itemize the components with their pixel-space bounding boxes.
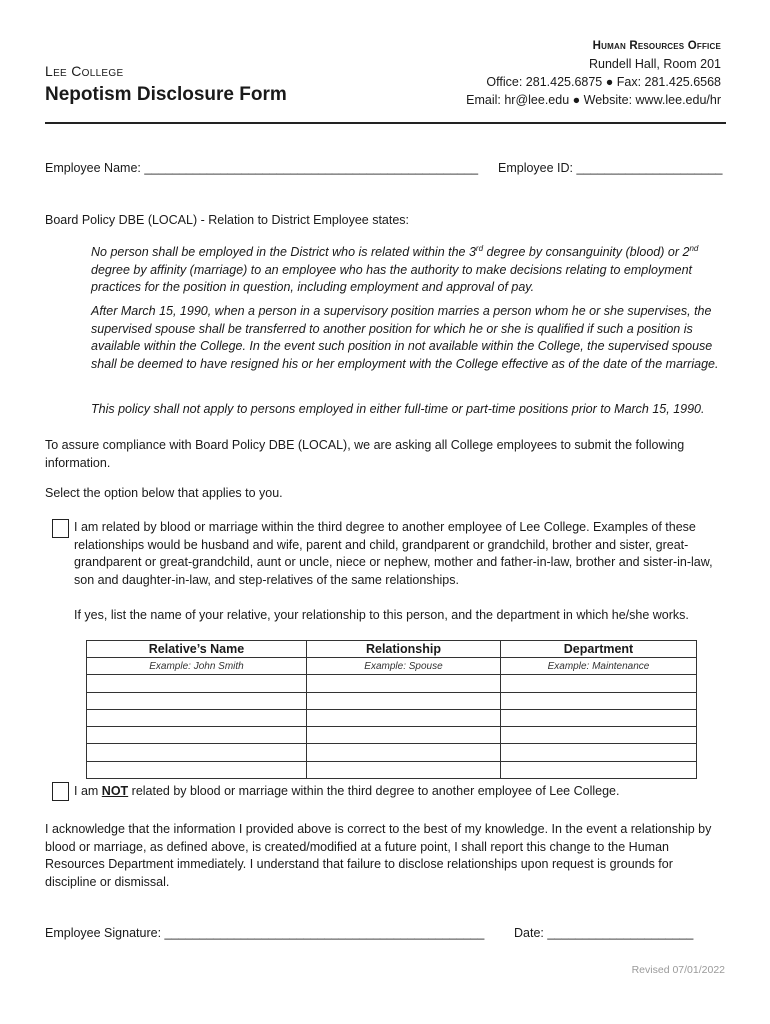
table-cell[interactable] [307,744,501,761]
table-cell[interactable] [307,727,501,744]
table-row[interactable] [87,744,697,761]
policy-p1-sup-rd: rd [475,244,484,253]
not-related-post: related by blood or marriage within the third degree to another employee of Lee College. [128,784,620,798]
relatives-table [86,640,697,779]
table-header-row [87,641,697,658]
table-cell[interactable] [501,727,697,744]
col-header-relative-name: Relative’s Name [87,641,307,658]
page-title: Nepotism Disclosure Form [45,84,287,105]
if-yes-instructions: If yes, list the name of your relative, your relationship to this person, and the department in which he/she works. [74,608,689,622]
col-header-department: Department [501,641,697,658]
table-cell[interactable] [307,761,501,778]
example-relationship: Example: Spouse [307,658,501,675]
col-header-relationship: Relationship [307,641,501,658]
employee-name-field[interactable]: Employee Name: ________________________________________________ [45,161,479,175]
table-cell[interactable] [87,744,307,761]
policy-p1-text-b: degree by consanguinity (blood) or 2 [483,245,690,260]
hr-office-heading: Human Resources Office [592,40,721,52]
table-example-row [87,658,697,675]
table-row[interactable] [87,709,697,726]
not-emphasis: NOT [101,784,129,798]
date-field[interactable]: Date: _____________________ [514,926,694,940]
policy-paragraph-1 [91,240,723,297]
policy-p1-text-c: degree by affinity (marriage) to an employee who has the authority to make decisions relating to employment practices for the position in question, including employment and approval of pay. [91,262,693,295]
table-cell[interactable] [87,727,307,744]
not-related-option-text [74,783,724,801]
related-option-text: I am related by blood or marriage within the third degree to another employee of Lee College. Examples of these relationships would be husband and wife, parent and child, grandparent or grandchild, brother and sister, great-grandparent or great-grandchild, aunt or uncle, niece or nephew, mother and father-in-law, brother and sister-in-law, son and daughter-in-law, and step-relatives of the same relationships. [74,520,713,587]
table-cell[interactable] [501,761,697,778]
signature-field[interactable]: Employee Signature: ______________________________________________ [45,926,485,940]
policy-p1-sup-nd: nd [689,244,699,253]
table-cell[interactable] [87,675,307,692]
not-related-pre: I am [74,784,102,798]
table-cell[interactable] [501,692,697,709]
policy-paragraph-2: After March 15, 1990, when a person in a supervisory position marries a person whom he or she supervises, the supervised spouse shall be transferred to another position for which he or she is qualified if such a position is available within the College. In the event such position in not available within the College, the supervised spouse shall be deemed to have resigned his or her employment with the College effective as of the date of the marriage. [91,304,719,371]
header-divider [45,122,726,124]
compliance-paragraph: To assure compliance with Board Policy DBE (LOCAL), we are asking all College employees to submit the following information. [45,438,685,470]
hr-phone-fax: Office: 281.425.6875 ● Fax: 281.425.6568 [486,75,721,89]
policy-paragraph-3: This policy shall not apply to persons employed in either full-time or part-time positions prior to March 15, 1990. [91,402,705,416]
not-related-checkbox[interactable] [52,782,69,801]
example-relative-name: Example: John Smith [87,658,307,675]
hr-address: Rundell Hall, Room 201 [588,57,721,71]
table-row[interactable] [87,761,697,778]
table-cell[interactable] [87,761,307,778]
example-department: Example: Maintenance [501,658,697,675]
policy-p1-text-a: No person shall be employed in the District who is related within the 3 [91,245,476,260]
acknowledgement-paragraph: I acknowledge that the information I provided above is correct to the best of my knowledge. In the event a relationship by blood or marriage, as defined above, is created/modified at a future point, I shall report this change to the Human Resources Department immediately. I understand that failure to disclose relationships upon request is grounds for discipline or dismissal. [45,822,712,889]
revised-date: Revised 07/01/2022 [631,964,725,976]
hr-email-web: Email: hr@lee.edu ● Website: www.lee.edu/hr [466,93,721,107]
table-cell[interactable] [87,709,307,726]
employee-id-field[interactable]: Employee ID: _____________________ [498,161,723,175]
table-cell[interactable] [307,709,501,726]
related-checkbox[interactable] [52,519,69,538]
table-cell[interactable] [501,744,697,761]
hr-contact-block [466,37,721,109]
table-cell[interactable] [307,692,501,709]
table-cell[interactable] [87,692,307,709]
table-cell[interactable] [307,675,501,692]
table-cell[interactable] [501,709,697,726]
select-prompt: Select the option below that applies to you. [45,486,283,500]
college-name: Lee College [45,63,124,79]
table-row[interactable] [87,692,697,709]
table-row[interactable] [87,727,697,744]
table-row[interactable] [87,675,697,692]
table-cell[interactable] [501,675,697,692]
policy-intro: Board Policy DBE (LOCAL) - Relation to District Employee states: [45,213,410,227]
